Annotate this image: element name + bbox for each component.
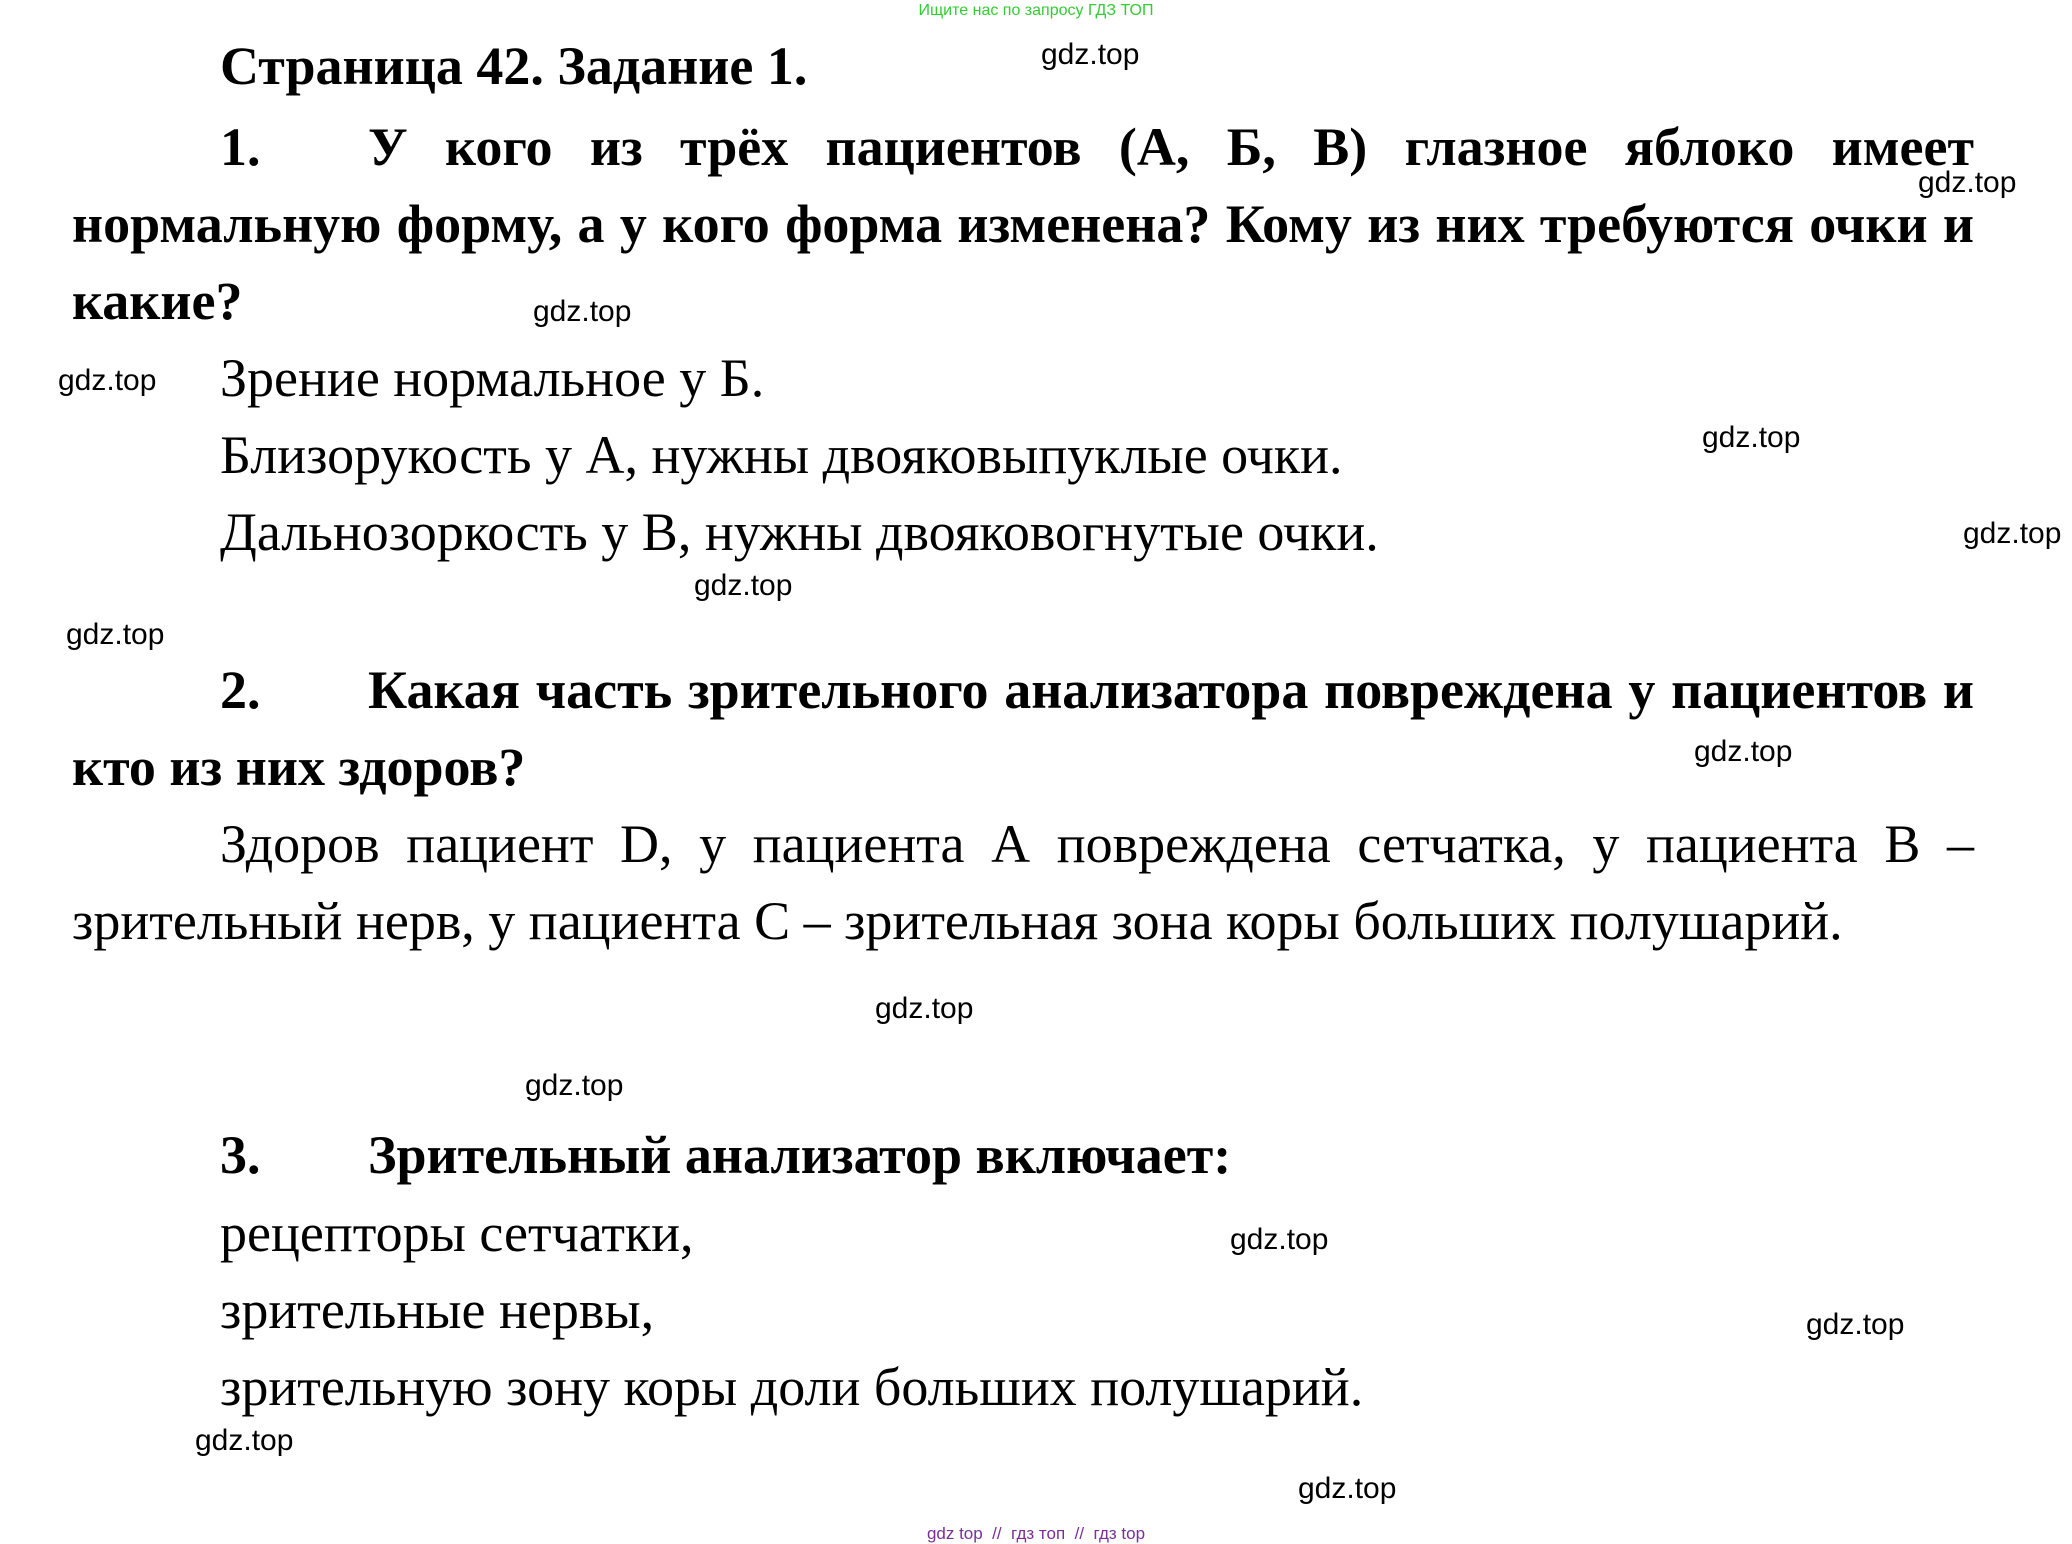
answer-1-line-2: Близорукость у А, нужны двояковыпуклые очки. (220, 425, 1343, 485)
watermark: gdz.top (1298, 1472, 1397, 1505)
watermark: gdz.top (1230, 1223, 1329, 1256)
watermark: gdz.top (694, 569, 793, 602)
watermark: gdz.top (195, 1424, 294, 1457)
question-3-number: 3. (220, 1125, 261, 1185)
question-3-text: Зрительный анализатор включает: (368, 1125, 1232, 1185)
watermark: gdz.top (58, 364, 157, 397)
answer-1-line-3: Дальнозоркость у В, нужны двояковогнутые очки. (220, 502, 1379, 562)
watermark: gdz.top (1041, 38, 1140, 71)
watermark: gdz.top (1963, 517, 2062, 550)
top-banner: Ищите нас по запросу ГДЗ ТОП (918, 2, 1154, 19)
watermark: gdz.top (1702, 421, 1801, 454)
answer-3-line-2: зрительные нервы, (220, 1280, 655, 1340)
watermark: gdz.top (1918, 166, 2017, 199)
answer-1-line-1: Зрение нормальное у Б. (220, 348, 765, 408)
footer-links: gdz top // гдз топ // гдз top (926, 1524, 1146, 1543)
question-1 (72, 109, 1974, 340)
page-title: Страница 42. Задание 1. (220, 36, 808, 96)
watermark: gdz.top (66, 618, 165, 651)
question-1-number: 1. (220, 117, 261, 177)
watermark: gdz.top (533, 295, 632, 328)
question-2-number: 2. (220, 660, 261, 720)
question-3 (72, 1117, 1974, 1194)
question-2 (72, 652, 1974, 806)
answer-3-line-3: зрительную зону коры доли больших полушарий. (220, 1357, 1364, 1417)
watermark: gdz.top (1694, 735, 1793, 768)
watermark: gdz.top (875, 992, 974, 1025)
watermark: gdz.top (1806, 1308, 1905, 1341)
question-1-text: У кого из трёх пациентов (А, Б, В) глазное яблоко имеет нормальную форму, а у кого форма изменена? Кому из них требуются очки и какие? (72, 117, 1974, 331)
watermark: gdz.top (525, 1069, 624, 1102)
answer-3-line-1: рецепторы сетчатки, (220, 1203, 694, 1263)
answer-2: Здоров пациент D, у пациента А повреждена сетчатка, у пациента В – зрительный нерв, у пациента С – зрительная зона коры больших полушарий. (72, 814, 1974, 951)
question-2-text: Какая часть зрительного анализатора повреждена у пациентов и кто из них здоров? (72, 660, 1974, 797)
